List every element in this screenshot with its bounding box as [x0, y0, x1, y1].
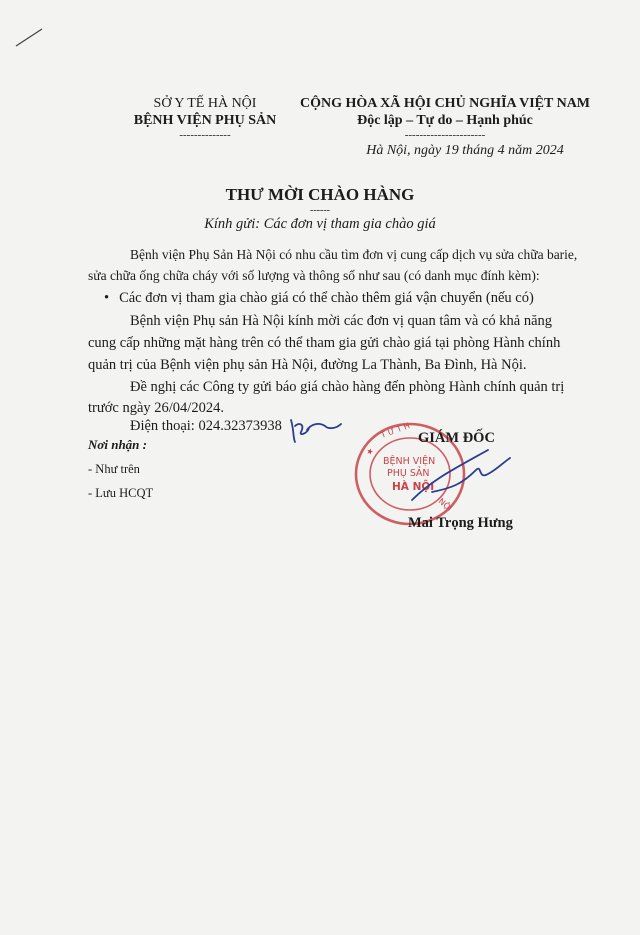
stamp-inner-line2: PHỤ SẢN: [387, 468, 430, 479]
signer-name: Mai Trọng Hưng: [408, 515, 513, 531]
body-p3-line1: Đề nghị các Công ty gửi báo giá chào hàng đến phòng Hành chính quản trị: [130, 379, 565, 395]
body-p2-line1: Bệnh viện Phụ sản Hà Nội kính mời các đơn vị quan tâm và có khả năng: [130, 313, 553, 329]
bullet-text: Các đơn vị tham gia chào giá có thể chào thêm giá vận chuyển (nếu có): [119, 290, 534, 306]
national-motto: Độc lập – Tự do – Hạnh phúc: [357, 113, 533, 128]
title-dash: ------: [310, 205, 330, 216]
body-p1-line1: Bệnh viện Phụ Sản Hà Nội có nhu cầu tìm đơn vị cung cấp dịch vụ sửa chữa barie,: [130, 247, 578, 262]
body-p2-line2: cung cấp những mặt hàng trên có thể tham gia gửi chào giá tại phòng Hành chính: [88, 335, 561, 351]
svg-text:NỘI: NỘI: [436, 496, 454, 513]
country-name: CỘNG HÒA XÃ HỘI CHỦ NGHĨA VIỆT NAM: [300, 96, 591, 111]
stamp-inner-line3: HÀ NỘI: [392, 481, 435, 493]
document-title: THƯ MỜI CHÀO HÀNG: [225, 185, 415, 204]
bullet-symbol: •: [104, 290, 110, 306]
body-p2-line3: quản trị của Bệnh viện phụ sản Hà Nội, đường La Thành, Ba Đình, Hà Nội.: [88, 357, 527, 373]
body-p3-line2: trước ngày 26/04/2024.: [88, 400, 224, 416]
header-right-dash: ----------------------: [404, 129, 486, 141]
body-p1-line2: sửa chữa ống chữa cháy với số lượng và thông số như sau (có danh mục đính kèm):: [88, 268, 540, 283]
phone-line: Điện thoại: 024.32373938: [130, 418, 282, 434]
header-right: [300, 95, 590, 141]
recipient-item: - Lưu HCQT: [88, 486, 154, 500]
stamp-inner-line1: BỆNH VIỆN: [383, 456, 436, 467]
initials-signature: [285, 412, 345, 452]
ministry-name: SỞ Y TẾ HÀ NỘI: [153, 96, 257, 111]
salutation: Kính gửi: Các đơn vị tham gia chào giá: [204, 216, 436, 232]
date-line: Hà Nội, ngày 19 tháng 4 năm 2024: [366, 143, 564, 158]
recipients-heading: Nơi nhận :: [88, 437, 147, 452]
header-left-dash: --------------: [179, 129, 231, 141]
svg-text:★: ★: [364, 446, 376, 458]
signature-role: GIÁM ĐỐC: [418, 430, 495, 446]
svg-text:T Ư T H: T Ư T H: [379, 421, 412, 440]
handwritten-signature: [392, 440, 522, 520]
bullet-item: [104, 290, 534, 307]
corner-pen-mark: [14, 26, 46, 50]
hospital-name: BỆNH VIỆN PHỤ SẢN: [133, 113, 277, 128]
header-left: [110, 95, 300, 141]
recipient-item: - Như trên: [88, 462, 140, 476]
